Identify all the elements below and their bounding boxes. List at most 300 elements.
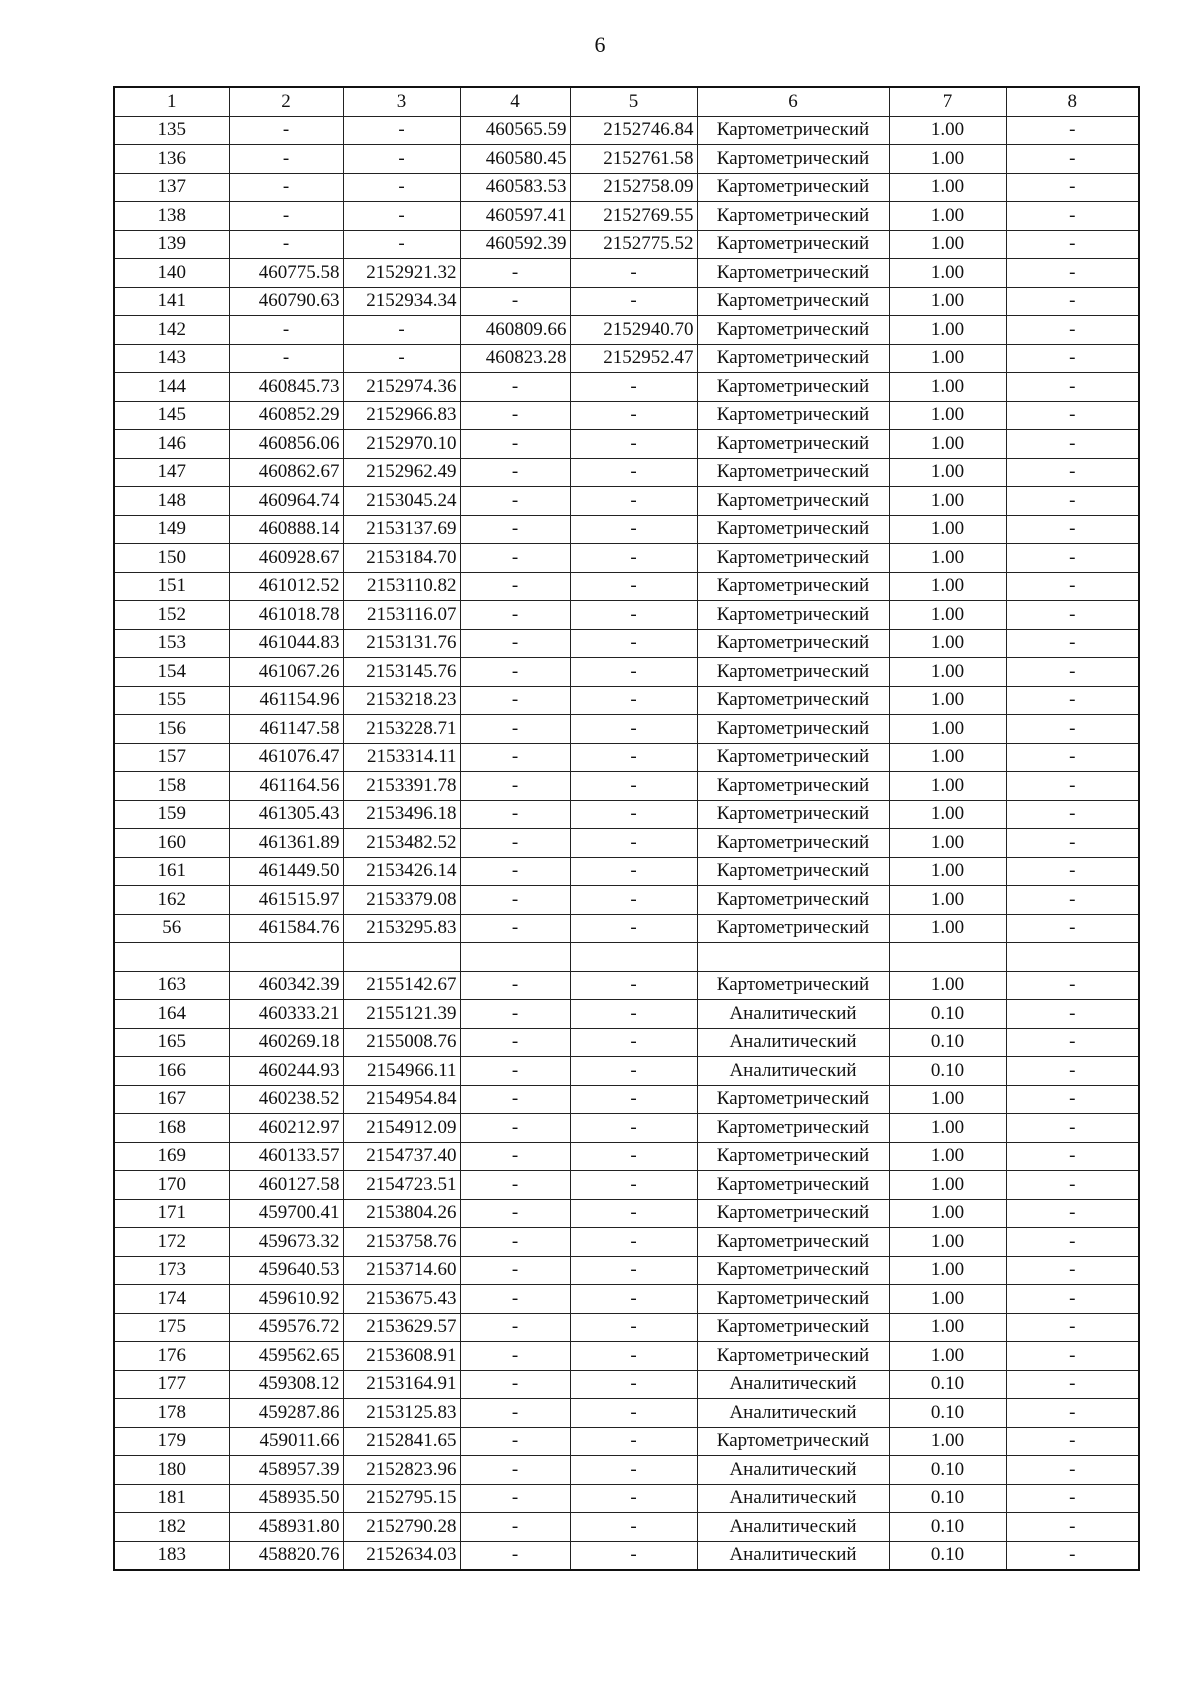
accuracy-cell: 1.00 — [889, 1342, 1006, 1371]
point-number-cell: 144 — [114, 373, 229, 402]
x-coord-cell — [229, 943, 343, 972]
column-header: 8 — [1006, 87, 1139, 116]
x-coord-alt-cell: - — [460, 572, 570, 601]
x-coord-alt-cell: - — [460, 1399, 570, 1428]
method-cell: Картометрический — [697, 886, 889, 915]
table-row — [114, 458, 1139, 487]
y-coord-alt-cell: - — [570, 1370, 697, 1399]
point-number-cell: 175 — [114, 1313, 229, 1342]
x-coord-alt-cell: - — [460, 515, 570, 544]
method-cell: Картометрический — [697, 1228, 889, 1257]
method-cell: Картометрический — [697, 971, 889, 1000]
point-number-cell: 140 — [114, 259, 229, 288]
x-coord-cell: 458935.50 — [229, 1484, 343, 1513]
y-coord-cell: 2152974.36 — [343, 373, 460, 402]
accuracy-cell: 1.00 — [889, 1085, 1006, 1114]
accuracy-cell: 1.00 — [889, 743, 1006, 772]
table-row — [114, 1228, 1139, 1257]
y-coord-cell: 2153218.23 — [343, 686, 460, 715]
x-coord-cell: - — [229, 145, 343, 174]
x-coord-cell: 460964.74 — [229, 487, 343, 516]
y-coord-alt-cell: - — [570, 715, 697, 744]
x-coord-cell: - — [229, 316, 343, 345]
y-coord-cell: 2152970.10 — [343, 430, 460, 459]
y-coord-alt-cell: 2152775.52 — [570, 230, 697, 259]
x-coord-cell: 458820.76 — [229, 1541, 343, 1570]
x-coord-cell: 458957.39 — [229, 1456, 343, 1485]
y-coord-alt-cell: - — [570, 1513, 697, 1542]
accuracy-cell: 0.10 — [889, 1513, 1006, 1542]
x-coord-cell: 461018.78 — [229, 601, 343, 630]
table-row — [114, 1370, 1139, 1399]
accuracy-cell: 1.00 — [889, 857, 1006, 886]
x-coord-alt-cell: 460583.53 — [460, 173, 570, 202]
method-cell: Картометрический — [697, 316, 889, 345]
point-number-cell: 176 — [114, 1342, 229, 1371]
point-number-cell: 162 — [114, 886, 229, 915]
y-coord-cell: 2152634.03 — [343, 1541, 460, 1570]
point-number-cell: 161 — [114, 857, 229, 886]
note-cell: - — [1006, 743, 1139, 772]
x-coord-alt-cell: - — [460, 1484, 570, 1513]
y-coord-cell: 2153228.71 — [343, 715, 460, 744]
table-row — [114, 1484, 1139, 1513]
point-number-cell: 159 — [114, 800, 229, 829]
x-coord-cell: 460133.57 — [229, 1142, 343, 1171]
x-coord-alt-cell: - — [460, 458, 570, 487]
y-coord-cell: 2153675.43 — [343, 1285, 460, 1314]
point-number-cell: 164 — [114, 1000, 229, 1029]
y-coord-cell: - — [343, 116, 460, 145]
note-cell: - — [1006, 1085, 1139, 1114]
y-coord-cell: 2153804.26 — [343, 1199, 460, 1228]
table-row — [114, 743, 1139, 772]
point-number-cell: 147 — [114, 458, 229, 487]
y-coord-cell: 2154954.84 — [343, 1085, 460, 1114]
method-cell: Картометрический — [697, 1171, 889, 1200]
method-cell: Аналитический — [697, 1456, 889, 1485]
accuracy-cell: 0.10 — [889, 1000, 1006, 1029]
y-coord-cell: 2155008.76 — [343, 1028, 460, 1057]
table-row — [114, 1313, 1139, 1342]
x-coord-alt-cell: - — [460, 743, 570, 772]
method-cell: Картометрический — [697, 829, 889, 858]
note-cell: - — [1006, 1057, 1139, 1086]
note-cell: - — [1006, 344, 1139, 373]
method-cell: Картометрический — [697, 145, 889, 174]
x-coord-cell: 459562.65 — [229, 1342, 343, 1371]
table-row — [114, 829, 1139, 858]
method-cell: Картометрический — [697, 544, 889, 573]
method-cell: Картометрический — [697, 373, 889, 402]
method-cell: Картометрический — [697, 202, 889, 231]
y-coord-cell: 2153758.76 — [343, 1228, 460, 1257]
y-coord-alt-cell: - — [570, 1171, 697, 1200]
point-number-cell: 146 — [114, 430, 229, 459]
table-row — [114, 629, 1139, 658]
table-row — [114, 800, 1139, 829]
table-row — [114, 772, 1139, 801]
accuracy-cell: 1.00 — [889, 373, 1006, 402]
accuracy-cell: 1.00 — [889, 430, 1006, 459]
point-number-cell: 169 — [114, 1142, 229, 1171]
table-row — [114, 202, 1139, 231]
x-coord-cell: 459308.12 — [229, 1370, 343, 1399]
x-coord-cell: 461012.52 — [229, 572, 343, 601]
x-coord-alt-cell: - — [460, 800, 570, 829]
y-coord-alt-cell: - — [570, 1114, 697, 1143]
note-cell: - — [1006, 715, 1139, 744]
accuracy-cell: 0.10 — [889, 1399, 1006, 1428]
y-coord-alt-cell: 2152940.70 — [570, 316, 697, 345]
note-cell: - — [1006, 829, 1139, 858]
table-row — [114, 715, 1139, 744]
table-row — [114, 145, 1139, 174]
y-coord-cell: 2153110.82 — [343, 572, 460, 601]
method-cell: Картометрический — [697, 287, 889, 316]
note-cell: - — [1006, 572, 1139, 601]
accuracy-cell: 1.00 — [889, 772, 1006, 801]
y-coord-alt-cell: - — [570, 601, 697, 630]
note-cell: - — [1006, 401, 1139, 430]
y-coord-alt-cell: - — [570, 1285, 697, 1314]
method-cell — [697, 943, 889, 972]
method-cell: Картометрический — [697, 1256, 889, 1285]
y-coord-cell: 2154737.40 — [343, 1142, 460, 1171]
note-cell: - — [1006, 1313, 1139, 1342]
point-number-cell: 183 — [114, 1541, 229, 1570]
y-coord-alt-cell: - — [570, 857, 697, 886]
x-coord-alt-cell: - — [460, 1256, 570, 1285]
accuracy-cell: 1.00 — [889, 1427, 1006, 1456]
x-coord-alt-cell: - — [460, 287, 570, 316]
y-coord-alt-cell: 2152952.47 — [570, 344, 697, 373]
y-coord-alt-cell: - — [570, 743, 697, 772]
note-cell: - — [1006, 772, 1139, 801]
accuracy-cell: 0.10 — [889, 1541, 1006, 1570]
table-row — [114, 1342, 1139, 1371]
y-coord-alt-cell: 2152746.84 — [570, 116, 697, 145]
table-row — [114, 116, 1139, 145]
accuracy-cell: 1.00 — [889, 601, 1006, 630]
note-cell: - — [1006, 1114, 1139, 1143]
x-coord-cell: 460862.67 — [229, 458, 343, 487]
x-coord-cell: 459287.86 — [229, 1399, 343, 1428]
y-coord-alt-cell: 2152758.09 — [570, 173, 697, 202]
x-coord-cell: 460928.67 — [229, 544, 343, 573]
method-cell: Аналитический — [697, 1057, 889, 1086]
x-coord-alt-cell: - — [460, 829, 570, 858]
table-row — [114, 230, 1139, 259]
x-coord-alt-cell: - — [460, 1370, 570, 1399]
method-cell: Картометрический — [697, 487, 889, 516]
y-coord-cell: 2153184.70 — [343, 544, 460, 573]
accuracy-cell: 1.00 — [889, 1285, 1006, 1314]
note-cell: - — [1006, 1399, 1139, 1428]
column-header: 2 — [229, 87, 343, 116]
column-header: 5 — [570, 87, 697, 116]
y-coord-cell: 2153314.11 — [343, 743, 460, 772]
method-cell: Картометрический — [697, 230, 889, 259]
method-cell: Картометрический — [697, 259, 889, 288]
point-number-cell: 156 — [114, 715, 229, 744]
method-cell: Картометрический — [697, 116, 889, 145]
x-coord-alt-cell: - — [460, 658, 570, 687]
x-coord-alt-cell: - — [460, 629, 570, 658]
y-coord-alt-cell: - — [570, 829, 697, 858]
method-cell: Аналитический — [697, 1370, 889, 1399]
y-coord-cell: 2152966.83 — [343, 401, 460, 430]
y-coord-cell: 2152962.49 — [343, 458, 460, 487]
column-header: 7 — [889, 87, 1006, 116]
note-cell: - — [1006, 601, 1139, 630]
accuracy-cell: 1.00 — [889, 572, 1006, 601]
accuracy-cell: 1.00 — [889, 1313, 1006, 1342]
accuracy-cell: 1.00 — [889, 173, 1006, 202]
table-row — [114, 1256, 1139, 1285]
method-cell: Аналитический — [697, 1028, 889, 1057]
table-body — [114, 116, 1139, 1570]
table-row — [114, 1399, 1139, 1428]
accuracy-cell: 1.00 — [889, 202, 1006, 231]
x-coord-alt-cell: - — [460, 1171, 570, 1200]
method-cell: Картометрический — [697, 1285, 889, 1314]
y-coord-cell: 2153145.76 — [343, 658, 460, 687]
note-cell: - — [1006, 1456, 1139, 1485]
accuracy-cell: 1.00 — [889, 1142, 1006, 1171]
x-coord-cell: 460856.06 — [229, 430, 343, 459]
y-coord-alt-cell: - — [570, 1541, 697, 1570]
note-cell: - — [1006, 1256, 1139, 1285]
table-row — [114, 1000, 1139, 1029]
accuracy-cell: 1.00 — [889, 230, 1006, 259]
y-coord-cell: 2153164.91 — [343, 1370, 460, 1399]
accuracy-cell: 1.00 — [889, 629, 1006, 658]
x-coord-cell: 460333.21 — [229, 1000, 343, 1029]
y-coord-alt-cell: - — [570, 629, 697, 658]
point-number-cell: 177 — [114, 1370, 229, 1399]
y-coord-cell: 2153496.18 — [343, 800, 460, 829]
table-row — [114, 658, 1139, 687]
x-coord-alt-cell: - — [460, 1028, 570, 1057]
accuracy-cell: 1.00 — [889, 259, 1006, 288]
x-coord-alt-cell: - — [460, 1541, 570, 1570]
y-coord-alt-cell: - — [570, 1313, 697, 1342]
y-coord-alt-cell: - — [570, 1199, 697, 1228]
table-row — [114, 1114, 1139, 1143]
table-row — [114, 686, 1139, 715]
x-coord-cell: 460852.29 — [229, 401, 343, 430]
y-coord-alt-cell: - — [570, 259, 697, 288]
x-coord-cell: 460238.52 — [229, 1085, 343, 1114]
point-number-cell: 160 — [114, 829, 229, 858]
accuracy-cell: 1.00 — [889, 316, 1006, 345]
x-coord-alt-cell: - — [460, 1313, 570, 1342]
x-coord-alt-cell: - — [460, 1000, 570, 1029]
x-coord-alt-cell: - — [460, 544, 570, 573]
accuracy-cell: 1.00 — [889, 971, 1006, 1000]
x-coord-cell: 459576.72 — [229, 1313, 343, 1342]
table-row — [114, 259, 1139, 288]
table-row — [114, 1085, 1139, 1114]
page-number: 6 — [594, 32, 606, 57]
x-coord-cell: 461067.26 — [229, 658, 343, 687]
point-number-cell: 154 — [114, 658, 229, 687]
x-coord-cell: 460269.18 — [229, 1028, 343, 1057]
x-coord-alt-cell: - — [460, 1513, 570, 1542]
accuracy-cell: 1.00 — [889, 544, 1006, 573]
x-coord-cell: 461076.47 — [229, 743, 343, 772]
table-row — [114, 857, 1139, 886]
y-coord-cell: 2152795.15 — [343, 1484, 460, 1513]
method-cell: Картометрический — [697, 629, 889, 658]
y-coord-alt-cell: - — [570, 487, 697, 516]
y-coord-cell: - — [343, 344, 460, 373]
point-number-cell: 180 — [114, 1456, 229, 1485]
y-coord-cell: 2152921.32 — [343, 259, 460, 288]
x-coord-cell: - — [229, 173, 343, 202]
note-cell — [1006, 943, 1139, 972]
x-coord-cell: 459640.53 — [229, 1256, 343, 1285]
table-row — [114, 1171, 1139, 1200]
method-cell: Аналитический — [697, 1541, 889, 1570]
point-number-cell: 179 — [114, 1427, 229, 1456]
accuracy-cell: 0.10 — [889, 1028, 1006, 1057]
y-coord-cell: 2153045.24 — [343, 487, 460, 516]
point-number-cell: 138 — [114, 202, 229, 231]
x-coord-alt-cell: - — [460, 1057, 570, 1086]
column-header: 1 — [114, 87, 229, 116]
note-cell: - — [1006, 1541, 1139, 1570]
point-number-cell: 56 — [114, 914, 229, 943]
note-cell: - — [1006, 914, 1139, 943]
method-cell: Картометрический — [697, 1313, 889, 1342]
accuracy-cell: 1.00 — [889, 1256, 1006, 1285]
accuracy-cell: 1.00 — [889, 515, 1006, 544]
x-coord-cell: 459673.32 — [229, 1228, 343, 1257]
table-row — [114, 1541, 1139, 1570]
y-coord-cell — [343, 943, 460, 972]
x-coord-alt-cell: - — [460, 857, 570, 886]
note-cell: - — [1006, 259, 1139, 288]
y-coord-cell: 2155121.39 — [343, 1000, 460, 1029]
y-coord-alt-cell: - — [570, 914, 697, 943]
table-row — [114, 914, 1139, 943]
method-cell: Картометрический — [697, 1199, 889, 1228]
table-row — [114, 373, 1139, 402]
y-coord-cell: 2153137.69 — [343, 515, 460, 544]
point-number-cell: 136 — [114, 145, 229, 174]
accuracy-cell: 1.00 — [889, 401, 1006, 430]
point-number-cell: 174 — [114, 1285, 229, 1314]
table-row — [114, 1142, 1139, 1171]
note-cell: - — [1006, 116, 1139, 145]
point-number-cell: 170 — [114, 1171, 229, 1200]
x-coord-cell: 460790.63 — [229, 287, 343, 316]
accuracy-cell — [889, 943, 1006, 972]
method-cell: Аналитический — [697, 1399, 889, 1428]
y-coord-alt-cell: - — [570, 886, 697, 915]
point-number-cell: 155 — [114, 686, 229, 715]
x-coord-cell: - — [229, 116, 343, 145]
note-cell: - — [1006, 287, 1139, 316]
x-coord-alt-cell: - — [460, 1427, 570, 1456]
y-coord-alt-cell: - — [570, 658, 697, 687]
y-coord-alt-cell: - — [570, 458, 697, 487]
x-coord-alt-cell: - — [460, 259, 570, 288]
y-coord-alt-cell: - — [570, 1427, 697, 1456]
point-number-cell: 141 — [114, 287, 229, 316]
x-coord-alt-cell: - — [460, 1199, 570, 1228]
method-cell: Аналитический — [697, 1484, 889, 1513]
accuracy-cell: 1.00 — [889, 715, 1006, 744]
note-cell: - — [1006, 487, 1139, 516]
method-cell: Картометрический — [697, 800, 889, 829]
accuracy-cell: 1.00 — [889, 1228, 1006, 1257]
y-coord-cell: 2153131.76 — [343, 629, 460, 658]
point-number-cell: 149 — [114, 515, 229, 544]
x-coord-alt-cell: - — [460, 1142, 570, 1171]
point-number-cell: 158 — [114, 772, 229, 801]
point-number-cell: 142 — [114, 316, 229, 345]
x-coord-alt-cell: - — [460, 914, 570, 943]
table-row — [114, 1427, 1139, 1456]
x-coord-cell: 461164.56 — [229, 772, 343, 801]
x-coord-cell: 460244.93 — [229, 1057, 343, 1086]
y-coord-alt-cell: - — [570, 1256, 697, 1285]
y-coord-cell: 2153391.78 — [343, 772, 460, 801]
method-cell: Картометрический — [697, 715, 889, 744]
y-coord-alt-cell: - — [570, 373, 697, 402]
x-coord-cell: 461044.83 — [229, 629, 343, 658]
method-cell: Картометрический — [697, 515, 889, 544]
accuracy-cell: 0.10 — [889, 1484, 1006, 1513]
accuracy-cell: 1.00 — [889, 145, 1006, 174]
x-coord-alt-cell: 460809.66 — [460, 316, 570, 345]
x-coord-cell: 461449.50 — [229, 857, 343, 886]
point-number-cell — [114, 943, 229, 972]
y-coord-alt-cell: - — [570, 430, 697, 459]
method-cell: Картометрический — [697, 173, 889, 202]
table-row — [114, 1456, 1139, 1485]
x-coord-cell: 461515.97 — [229, 886, 343, 915]
note-cell: - — [1006, 1285, 1139, 1314]
y-coord-alt-cell: - — [570, 401, 697, 430]
point-number-cell: 157 — [114, 743, 229, 772]
method-cell: Картометрический — [697, 772, 889, 801]
y-coord-cell: 2153629.57 — [343, 1313, 460, 1342]
accuracy-cell: 1.00 — [889, 287, 1006, 316]
note-cell: - — [1006, 316, 1139, 345]
y-coord-cell: 2153714.60 — [343, 1256, 460, 1285]
y-coord-cell: 2153426.14 — [343, 857, 460, 886]
accuracy-cell: 0.10 — [889, 1456, 1006, 1485]
table-row — [114, 287, 1139, 316]
note-cell: - — [1006, 1427, 1139, 1456]
method-cell: Картометрический — [697, 743, 889, 772]
table-row — [114, 173, 1139, 202]
method-cell: Картометрический — [697, 1142, 889, 1171]
x-coord-cell: 459700.41 — [229, 1199, 343, 1228]
point-number-cell: 145 — [114, 401, 229, 430]
note-cell: - — [1006, 1342, 1139, 1371]
method-cell: Аналитический — [697, 1000, 889, 1029]
note-cell: - — [1006, 1142, 1139, 1171]
table-row — [114, 572, 1139, 601]
method-cell: Картометрический — [697, 344, 889, 373]
note-cell: - — [1006, 886, 1139, 915]
point-number-cell: 148 — [114, 487, 229, 516]
